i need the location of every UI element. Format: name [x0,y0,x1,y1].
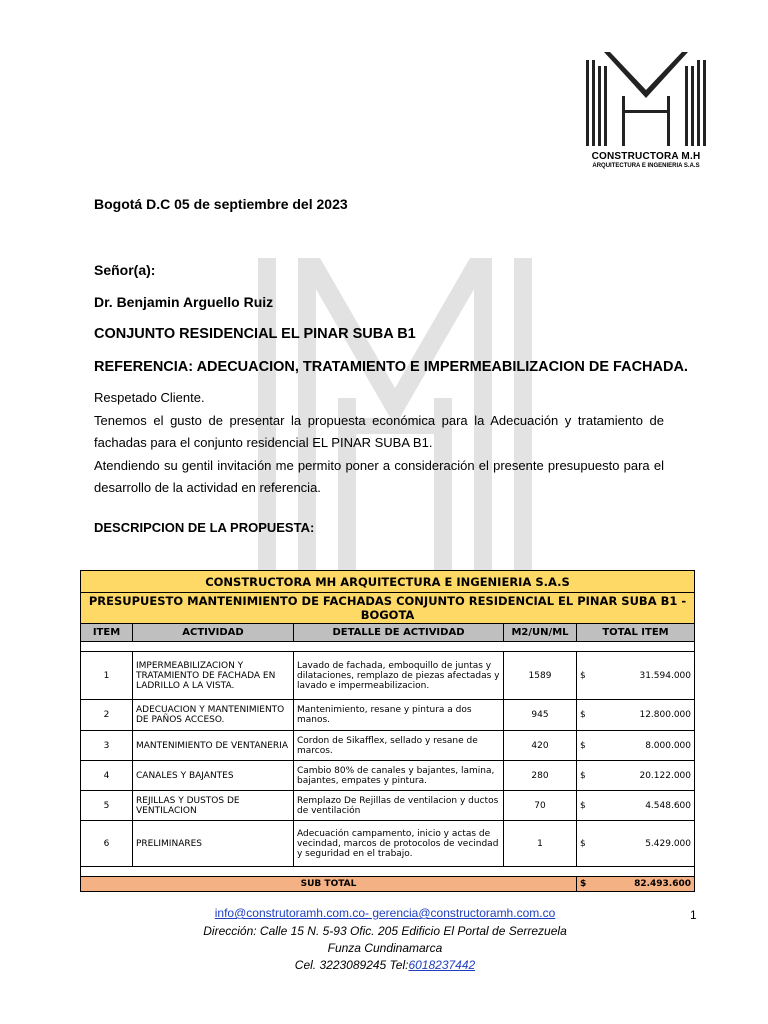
row-total-value: 4.548.600 [645,800,691,811]
row-detail: Lavado de fachada, emboquillo de juntas y dilataciones, remplazo de piezas afectadas y lavado e impermeabilizacion. [294,652,504,700]
row-total-value: 31.594.000 [639,670,691,681]
row-qty: 280 [504,761,577,791]
reference-line: REFERENCIA: ADECUACION, TRATAMIENTO E IMPERMEABILIZACION DE FACHADA. [94,359,688,375]
row-total [577,821,695,867]
paragraph-2-line-1: Atendiendo su gentil invitación me permito poner a consideración el presente presupuesto para el [94,457,664,473]
table-row [81,731,695,761]
table-row [81,761,695,791]
footer-phone [160,958,610,972]
subtotal-row [81,877,695,892]
email-links[interactable]: info@construtoramh.com.co- gerencia@constructoramh.com.co [214,906,556,920]
currency-symbol: $ [580,800,586,811]
row-total-value: 12.800.000 [639,710,691,720]
budget-table [80,570,695,892]
table-budget-title: PRESUPUESTO MANTENIMIENTO DE FACHADAS CONJUNTO RESIDENCIAL EL PINAR SUBA B1 - BOGOTA [81,593,695,624]
row-detail: Cordon de Sikafflex, sellado y resane de marcos. [294,731,504,761]
row-item: 6 [81,821,133,867]
table-header-row [81,624,695,642]
header-total: TOTAL ITEM [577,624,695,642]
row-item: 1 [81,652,133,700]
row-total [577,761,695,791]
row-item: 4 [81,761,133,791]
logo-company-name: CONSTRUCTORA M.H [591,151,701,162]
company-logo [578,52,714,176]
row-activity: IMPERMEABILIZACION Y TRATAMIENTO DE FACHADA EN LADRILLO A LA VISTA. [133,652,294,700]
footer-city: Funza Cundinamarca [327,941,443,955]
row-detail: Remplazo De Rejillas de ventilacion y ductos de ventilación [294,791,504,821]
row-total-value: 5.429.000 [645,838,691,849]
row-activity: CANALES Y BAJANTES [133,761,294,791]
subtotal-value: 82.493.600 [634,879,691,889]
subtotal-label: SUB TOTAL [81,877,577,892]
row-detail: Adecuación campamento, inicio y actas de vecindad, marcos de protocolos de vecindad y seguridad en el trabajo. [294,821,504,867]
paragraph-2-line-2: desarrollo de la actividad en referencia. [94,480,321,495]
letter-body [94,387,664,500]
currency-symbol: $ [580,670,586,681]
phone-link[interactable]: 6018237442 [408,958,476,972]
section-title: DESCRIPCION DE LA PROPUESTA: [94,520,315,535]
recipient-name: Dr. Benjamin Arguello Ruiz [94,294,274,310]
row-detail: Cambio 80% de canales y bajantes, lamina, bajantes, empates y pintura. [294,761,504,791]
header-detail: DETALLE DE ACTIVIDAD [294,624,504,642]
letter-date: Bogotá D.C 05 de septiembre del 2023 [94,196,348,212]
row-activity: MANTENIMIENTO DE VENTANERIA [133,731,294,761]
row-activity: PRELIMINARES [133,821,294,867]
page-number: 1 [690,908,697,922]
currency-symbol: $ [580,740,586,751]
table-company-title: CONSTRUCTORA MH ARQUITECTURA E INGENIERIA S.A.S [81,571,695,593]
table-row [81,791,695,821]
row-qty: 420 [504,731,577,761]
table-spacer [81,642,695,652]
currency-symbol: $ [580,710,586,720]
row-qty: 1589 [504,652,577,700]
currency-symbol: $ [580,879,587,889]
logo-mark-icon [578,52,714,148]
row-qty: 70 [504,791,577,821]
row-item: 5 [81,791,133,821]
row-total [577,791,695,821]
row-activity: ADECUACION Y MANTENIMIENTO DE PAÑOS ACCESO. [133,700,294,731]
row-total [577,652,695,700]
footer-address: Dirección: Calle 15 N. 5-93 Ofic. 205 Edificio El Portal de Serrezuela [203,924,567,938]
table-row [81,652,695,700]
row-detail: Mantenimiento, resane y pintura a dos manos. [294,700,504,731]
phone-label: Cel. 3223089245 Tel: [294,958,409,972]
header-item: ITEM [81,624,133,642]
recipient-entity: CONJUNTO RESIDENCIAL EL PINAR SUBA B1 [94,326,416,342]
row-total-value: 20.122.000 [639,770,691,781]
table-row [81,700,695,731]
row-total [577,700,695,731]
table-row [81,821,695,867]
row-total [577,731,695,761]
subtotal-cell [577,877,695,892]
header-qty: M2/UN/ML [504,624,577,642]
footer-emails[interactable] [160,906,610,920]
table-spacer [81,867,695,877]
row-activity: REJILLAS Y DUSTOS DE VENTILACION [133,791,294,821]
row-qty: 945 [504,700,577,731]
logo-company-subtitle: ARQUITECTURA E INGENIERIA S.A.S [592,163,700,169]
paragraph-1-line-1: Tenemos el gusto de presentar la propuesta económica para la Adecuación y tratamiento de [94,412,664,428]
currency-symbol: $ [580,838,586,849]
row-qty: 1 [504,821,577,867]
currency-symbol: $ [580,770,586,781]
salutation: Señor(a): [94,262,156,278]
header-activity: ACTIVIDAD [133,624,294,642]
row-item: 2 [81,700,133,731]
row-total-value: 8.000.000 [645,740,691,751]
paragraph-1-line-2: fachadas para el conjunto residencial EL PINAR SUBA B1. [94,435,433,450]
greeting: Respetado Cliente. [94,390,205,405]
row-item: 3 [81,731,133,761]
